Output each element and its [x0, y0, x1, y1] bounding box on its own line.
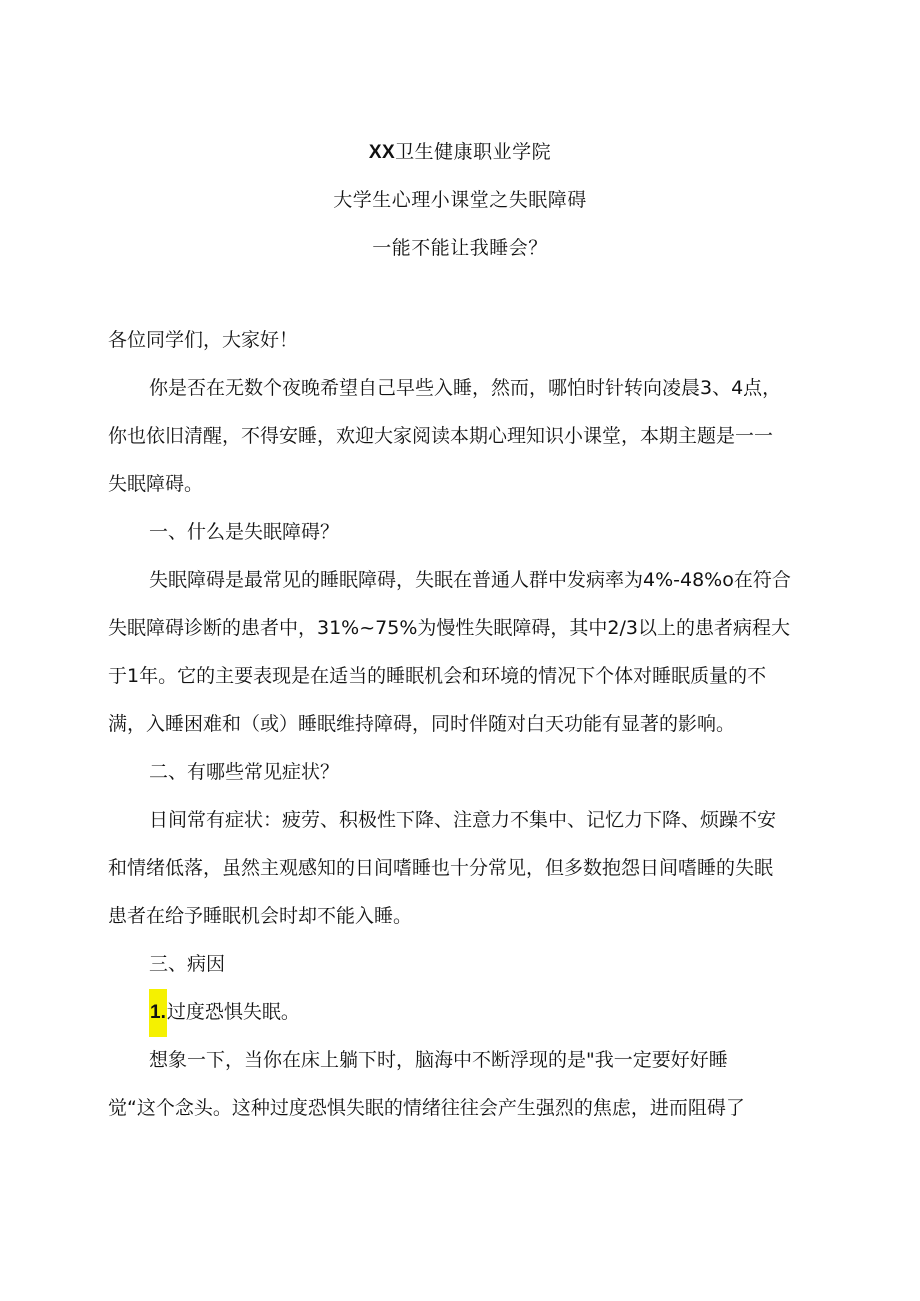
section1-line: 满，入睡困难和（或）睡眠维持障碍，同时伴随对白天功能有显著的影响。	[108, 713, 736, 735]
section1-line: 失眠障碍诊断的患者中，31%~75%为慢性失眠障碍，其中2/3以上的患者病程大	[108, 617, 790, 639]
section3-line: 觉“这个念头。这种过度恐惧失眠的情绪往往会产生强烈的焦虑，进而阻碍了	[108, 1097, 745, 1119]
institution-title	[0, 128, 920, 176]
section2-heading: 二、有哪些常见症状？	[149, 761, 340, 783]
greeting: 各位同学们，大家好！	[108, 329, 299, 351]
section1-heading: 一、什么是失眠障碍？	[149, 521, 340, 543]
section1-line: 于1年。它的主要表现是在适当的睡眠机会和环境的情况下个体对睡眠质量的不	[108, 665, 767, 687]
intro-line: 你是否在无数个夜晚希望自己早些入睡，然而，哪怕时针转向凌晨3、4点，	[149, 377, 782, 399]
item1-title: 过度恐惧失眠。	[166, 1001, 300, 1023]
section2-line: 日间常有症状：疲劳、积极性下降、注意力不集中、记忆力下降、烦躁不安	[149, 809, 777, 831]
intro-line: 你也依旧清醒，不得安睡，欢迎大家阅读本期心理知识小课堂，本期主题是一一	[108, 425, 774, 447]
item1-number-highlight: 1.	[149, 989, 167, 1037]
body-text	[108, 316, 828, 1132]
document-subtitle: 一能不能让我睡会？	[372, 237, 548, 259]
section2-line: 患者在给予睡眠机会时却不能入睡。	[108, 905, 413, 927]
section3-heading: 三、病因	[149, 953, 226, 975]
title-block	[0, 128, 920, 272]
section1-line: 失眠障碍是最常见的睡眠障碍，失眠在普通人群中发病率为4%-48%o在符合	[149, 569, 791, 591]
document-title: 大学生心理小课堂之失眠障碍	[333, 189, 587, 211]
institution-prefix: XX	[368, 142, 396, 163]
section3-item1	[108, 988, 828, 1036]
institution-name: 卫生健康职业学院	[395, 141, 552, 163]
section2-line: 和情绪低落，虽然主观感知的日间嗜睡也十分常见，但多数抱怨日间嗜睡的失眠	[108, 857, 774, 879]
section3-line: 想象一下，当你在床上躺下时，脑海中不断浮现的是"我一定要好好睡	[149, 1049, 728, 1071]
intro-line: 失眠障碍。	[108, 473, 204, 495]
